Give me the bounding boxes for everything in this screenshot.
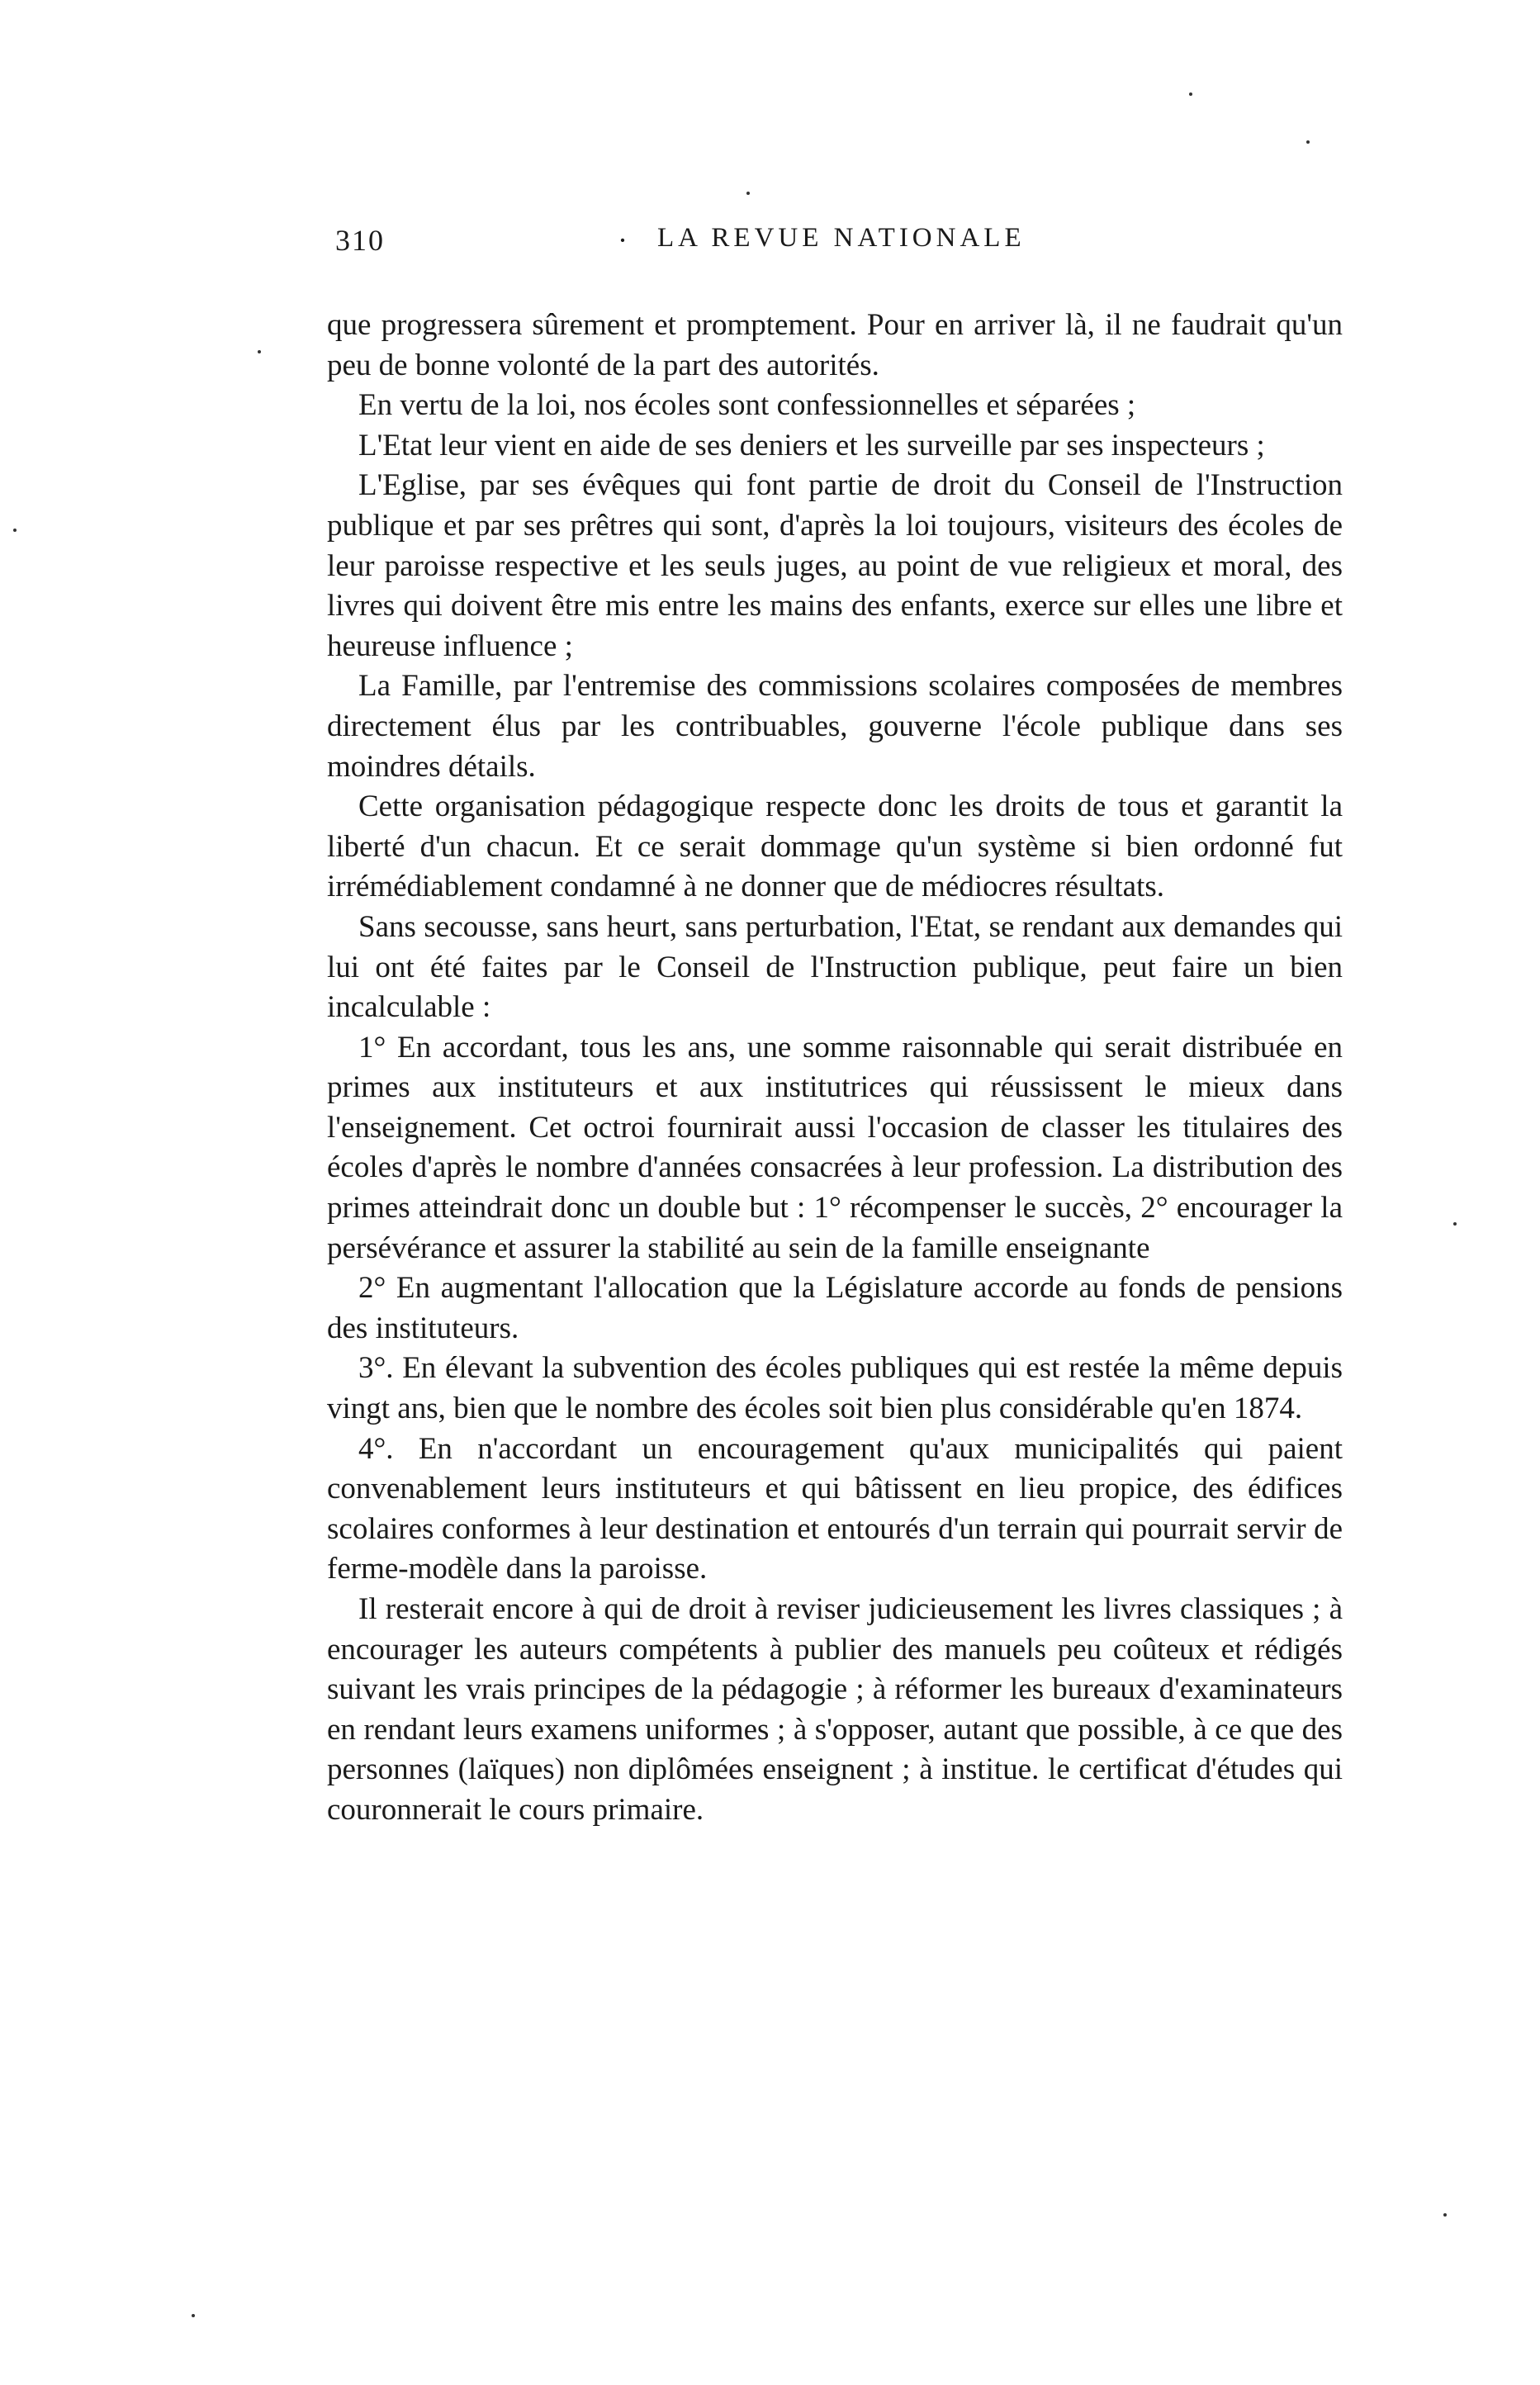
body-text bbox=[327, 306, 1343, 1831]
paragraph-measure-4: 4°. En n'accordant un encouragement qu'aux municipalités qui paient convenablement leurs instituteurs et qui bâtissent en lieu propice, des édifices scolaires conformes à leur destination et entourés d'un terrain qui pourrait servir de ferme-modèle dans la paroisse. bbox=[327, 1431, 1343, 1586]
paragraph-remaining-reforms: Il resterait encore à qui de droit à reviser judicieusement les livres classiques ; à encourager les auteurs compétents à publier des manuels peu coûteux et rédigés suivant les vrais principes de la pédagogie ; à réformer les bureaux d'examinateurs en rendant leurs examens uniformes ; à s'opposer, autant que possible, à ce que des personnes (laïques) non diplômées enseignent ; à institue. le certificat d'études qui couronnerait le cours primaire. bbox=[327, 1592, 1343, 1827]
paragraph-measure-1: 1° En accordant, tous les ans, une somme raisonnable qui serait distribuée en primes aux instituteurs et aux institutrices qui réussissent le mieux dans l'enseignement. Cet octroi fournirait aussi l'occasion de classer les titulaires des écoles d'après le nombre d'années consacrées à leur profession. La distribution des primes atteindrait donc un double but : 1° récompenser le succès, 2° encourager la persévérance et assurer la stabilité au sein de la famille enseignante bbox=[327, 1030, 1343, 1265]
scan-speck bbox=[13, 529, 17, 532]
book-page bbox=[327, 223, 1343, 1831]
scan-speck bbox=[1453, 1222, 1457, 1226]
paragraph-church: L'Eglise, par ses évêques qui font partie de droit du Conseil de l'Instruction publique et par ses prêtres qui sont, d'après la loi toujours, visiteurs des écoles de leur paroisse respective et les seuls juges, au point de vue religieux et moral, des livres qui doivent être mis entre les mains des enfants, exerce sur elles une libre et heureuse influence ; bbox=[327, 468, 1343, 663]
header-separator: · bbox=[618, 224, 629, 257]
paragraph-confessional-schools: En vertu de la loi, nos écoles sont confessionnelles et séparées ; bbox=[358, 388, 1136, 423]
journal-title: LA REVUE NATIONALE bbox=[657, 223, 1026, 253]
scan-speck bbox=[1189, 92, 1192, 96]
paragraph-organisation: Cette organisation pédagogique respecte donc les droits de tous et garantit la liberté d'un chacun. Et ce serait dommage qu'un système si bien ordonné fut irrémédiablement condamné à ne donner que de médiocres résultats. bbox=[327, 789, 1343, 904]
paragraph-measure-2: 2° En augmentant l'allocation que la Législature accorde au fonds de pensions des instituteurs. bbox=[327, 1271, 1343, 1345]
running-head bbox=[327, 223, 1343, 273]
paragraph-family: La Famille, par l'entremise des commissions scolaires composées de membres directement élus par les contribuables, gouverne l'école publique dans ses moindres détails. bbox=[327, 669, 1343, 784]
scan-speck bbox=[192, 2314, 195, 2317]
scan-speck bbox=[746, 192, 750, 195]
paragraph-continuation: que progressera sûrement et promptement. Pour en arriver là, il ne faudrait qu'un peu de bonne volonté de la part des autorités. bbox=[327, 308, 1343, 382]
scan-speck bbox=[258, 350, 261, 353]
paragraph-state-measures: Sans secousse, sans heurt, sans perturbation, l'Etat, se rendant aux demandes qui lui ont été faites par le Conseil de l'Instruction publique, peut faire un bien incalculable : bbox=[327, 909, 1343, 1025]
scan-speck bbox=[1443, 2213, 1447, 2217]
page-number: 310 bbox=[335, 224, 385, 257]
paragraph-state: L'Etat leur vient en aide de ses deniers et les surveille par ses inspecteurs ; bbox=[358, 428, 1265, 462]
paragraph-measure-3: 3°. En élevant la subvention des écoles publiques qui est restée la même depuis vingt ans, bien que le nombre des écoles soit bien plus considérable qu'en 1874. bbox=[327, 1351, 1343, 1426]
scan-speck bbox=[1306, 140, 1310, 144]
